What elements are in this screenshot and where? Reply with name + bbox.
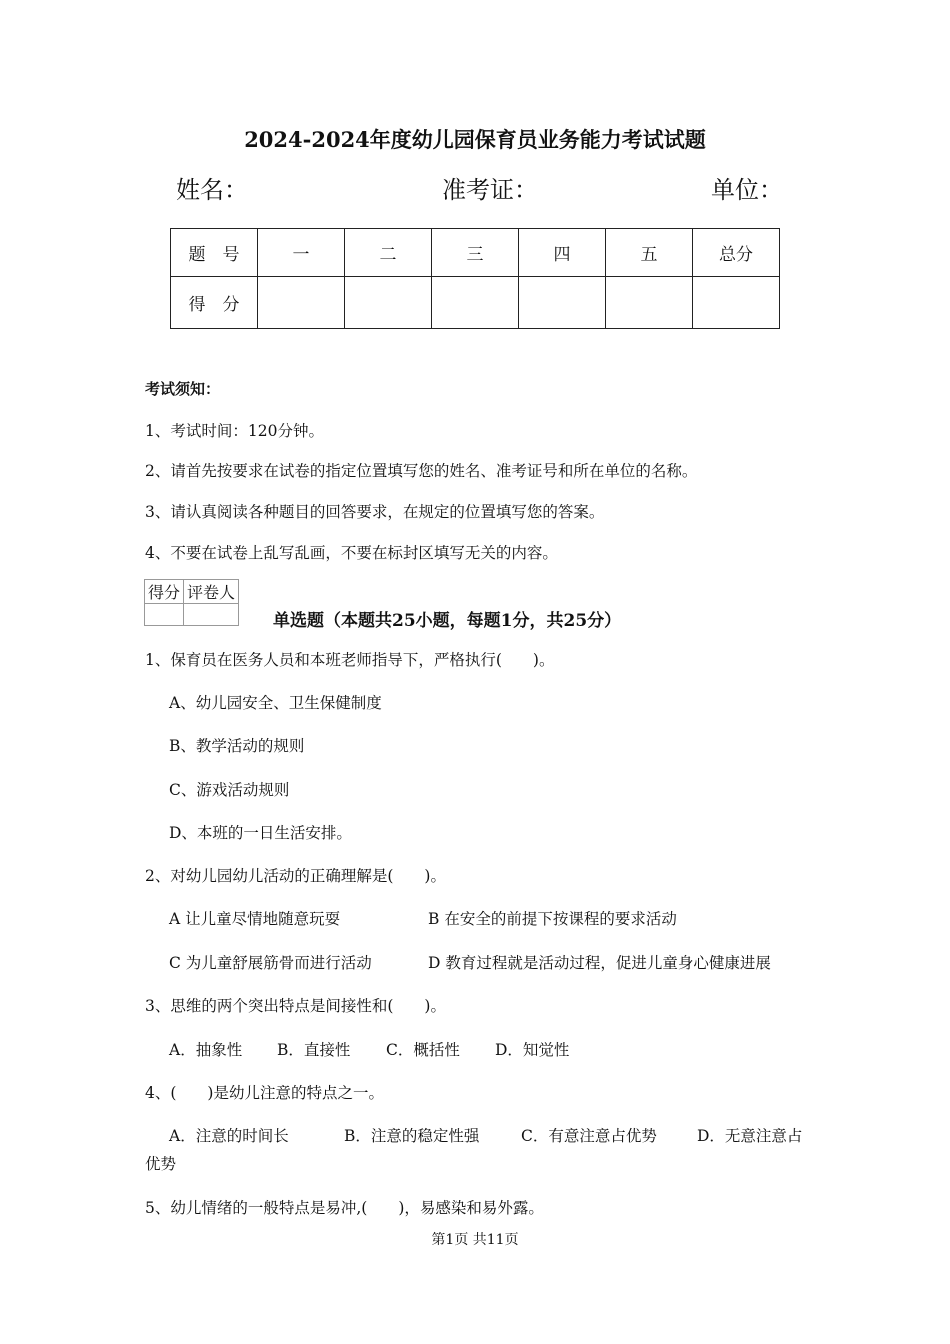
notice-heading: 考试须知： xyxy=(145,380,221,398)
score-table-score-row xyxy=(171,277,780,329)
question-option: D．无意注意占 xyxy=(697,1127,803,1145)
score-header-cell: 一 xyxy=(258,229,345,277)
question-option: D、本班的一日生活安排。 xyxy=(169,824,352,842)
question-stem: 3、思维的两个突出特点是间接性和( )。 xyxy=(145,997,446,1015)
exam-no-field-label: 准考证： xyxy=(442,176,538,204)
score-header-cell: 三 xyxy=(432,229,519,277)
question-option: B、教学活动的规则 xyxy=(169,737,305,755)
grader-label: 评卷人 xyxy=(184,580,239,604)
page-title: 2024-2024年度幼儿园保育员业务能力考试试题 xyxy=(244,127,706,152)
question-option: C 为儿童舒展筋骨而进行活动 xyxy=(169,954,372,972)
question-option: C、游戏活动规则 xyxy=(169,781,290,799)
question-option-wrap: 优势 xyxy=(145,1155,177,1173)
question-stem: 5、幼儿情绪的一般特点是易冲,( )，易感染和易外露。 xyxy=(145,1199,544,1217)
page-footer: 第1页 共11页 xyxy=(431,1232,519,1248)
unit-field-label: 单位： xyxy=(711,176,783,204)
notice-item: 4、不要在试卷上乱写乱画，不要在标封区填写无关的内容。 xyxy=(145,544,558,562)
question-option: A．抽象性 xyxy=(169,1041,243,1059)
question-option: B 在安全的前提下按课程的要求活动 xyxy=(428,910,677,928)
grader-score-cell xyxy=(145,604,184,626)
score-row-label: 得 分 xyxy=(171,277,258,329)
question-option: C．概括性 xyxy=(386,1041,460,1059)
notice-item: 3、请认真阅读各种题目的回答要求，在规定的位置填写您的答案。 xyxy=(145,503,605,521)
section-title: 单选题（本题共25小题，每题1分，共25分） xyxy=(273,611,622,631)
question-stem: 2、对幼儿园幼儿活动的正确理解是( )。 xyxy=(145,867,446,885)
score-table-header-row xyxy=(171,229,780,277)
score-cell xyxy=(606,277,693,329)
score-header-cell: 总分 xyxy=(693,229,780,277)
score-cell xyxy=(693,277,780,329)
notice-item: 2、请首先按要求在试卷的指定位置填写您的姓名、准考证号和所在单位的名称。 xyxy=(145,462,698,480)
question-option: D．知觉性 xyxy=(495,1041,570,1059)
name-field-label: 姓名： xyxy=(176,176,248,204)
question-option: A 让儿童尽情地随意玩耍 xyxy=(169,910,341,928)
question-option: A、幼儿园安全、卫生保健制度 xyxy=(169,694,382,712)
question-option: C．有意注意占优势 xyxy=(521,1127,657,1145)
score-cell xyxy=(432,277,519,329)
question-option: D 教育过程就是活动过程，促进儿童身心健康进展 xyxy=(428,954,771,972)
score-header-cell: 二 xyxy=(345,229,432,277)
question-option: B．注意的稳定性强 xyxy=(344,1127,480,1145)
question-option: A．注意的时间长 xyxy=(169,1127,289,1145)
question-option: B．直接性 xyxy=(277,1041,351,1059)
question-stem: 1、保育员在医务人员和本班老师指导下，严格执行( )。 xyxy=(145,651,555,669)
score-cell xyxy=(345,277,432,329)
score-header-cell: 五 xyxy=(606,229,693,277)
score-header-cell: 题 号 xyxy=(171,229,258,277)
score-header-cell: 四 xyxy=(519,229,606,277)
score-cell xyxy=(258,277,345,329)
grader-table xyxy=(144,579,239,626)
notice-item: 1、考试时间：120分钟。 xyxy=(145,422,324,440)
question-stem: 4、( )是幼儿注意的特点之一。 xyxy=(145,1084,384,1102)
score-cell xyxy=(519,277,606,329)
grader-score-label: 得分 xyxy=(145,580,184,604)
score-table xyxy=(170,228,780,329)
grader-cell xyxy=(184,604,239,626)
